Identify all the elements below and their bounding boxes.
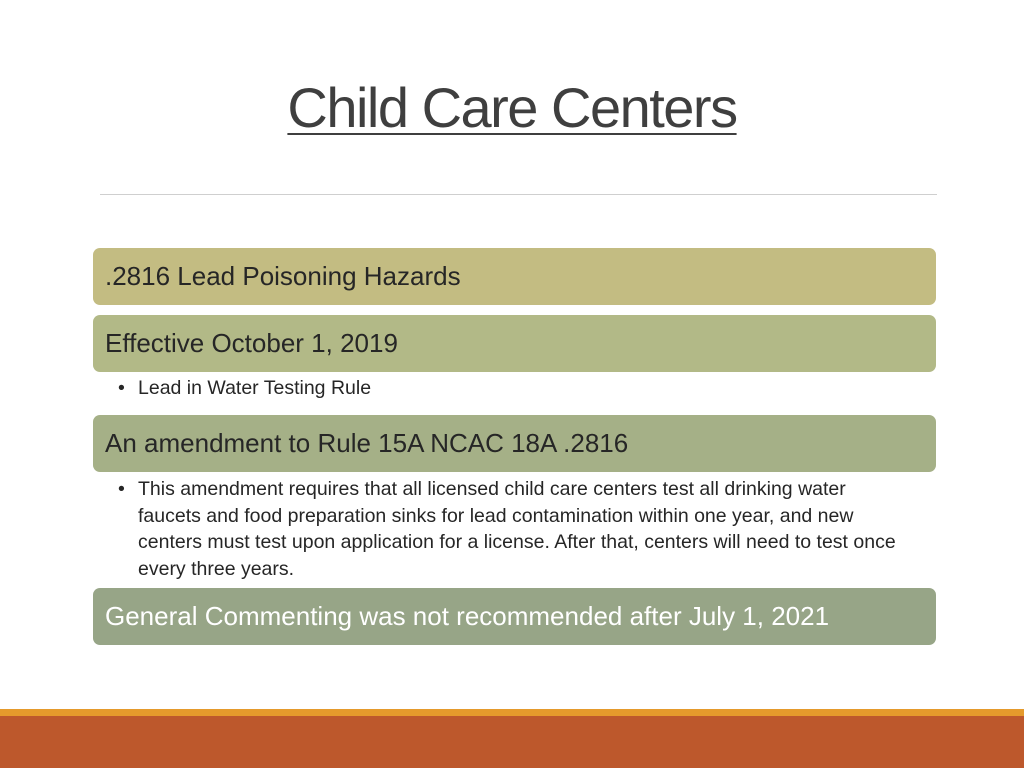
section-bar-label: An amendment to Rule 15A NCAC 18A .2816 — [105, 428, 629, 458]
section-bar-commenting — [93, 588, 936, 645]
bullet-dot: • — [118, 377, 125, 399]
section-bar-label: General Commenting was not recommended after July 1, 2021 — [105, 601, 830, 631]
bullet-item — [118, 375, 898, 402]
slide-title — [0, 70, 1024, 146]
footer-band — [0, 716, 1024, 768]
section-bar-label: Effective October 1, 2019 — [105, 328, 398, 358]
footer-accent-line — [0, 709, 1024, 716]
section-bar-label: .2816 Lead Poisoning Hazards — [105, 261, 461, 291]
section-bar-lead-hazards — [93, 248, 936, 305]
section-bar-effective-date — [93, 315, 936, 372]
bullet-item — [118, 476, 898, 582]
bullet-dot: • — [118, 478, 125, 500]
slide-title-text: Child Care Centers — [287, 76, 737, 139]
bullet-text: Lead in Water Testing Rule — [138, 377, 372, 399]
title-divider — [100, 194, 937, 195]
bullet-text: This amendment requires that all licensed child care centers test all drinking water faucets and food preparation sinks for lead contamination within one year, and new centers must test upon application for a license. After that, centers will need to test once every three years. — [138, 478, 896, 580]
section-bar-amendment — [93, 415, 936, 472]
